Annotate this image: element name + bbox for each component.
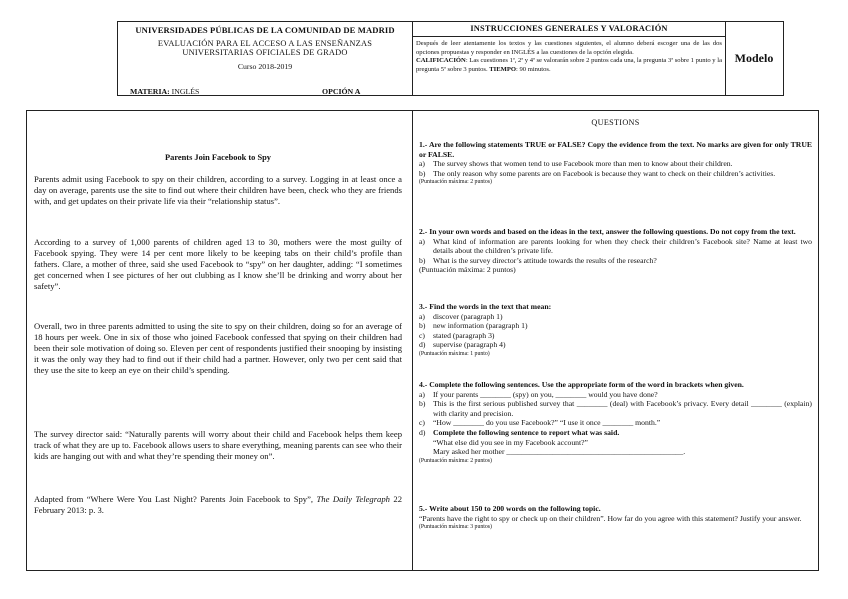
item-letter: a) [419,159,425,169]
item-text: This is the first serious published survey that ________ (deal) with Facebook’s privacy. Every detail ________ (explain) with clarity and precision. [433,399,812,418]
question-3-score: (Puntuación máxima: 1 punto) [419,350,490,357]
question-1-score: (Puntuación máxima: 2 puntos) [419,179,492,186]
question-4-answer-line: Mary asked her mother ______________________________________________. [433,447,686,457]
question-4 [419,380,812,465]
item-letter: a) [419,236,425,246]
item-letter: a) [419,311,425,321]
question-3-item-b [419,321,812,331]
question-2-item-a [419,237,812,256]
option-label: OPCIÓN A [322,87,361,96]
source-pre: Adapted from “Where Were You Last Night? Parents Join Facebook to Spy”, [34,494,317,504]
column-divider [412,111,413,570]
question-4-item-d [419,428,812,438]
question-4-item-a [419,390,812,400]
article-paragraph-3: Overall, two in three parents admitted to using the site to spy on their children, doing so for an average of 18 hours per week. One in six of those who joined Facebook confessed that spying on their children had been their sole motivation of doing so. Eleven per cent of respondents justified their snooping by insisting it was the only way they had to find out if their child had a partner. However, only two per cent said that they use the site to keep an eye on their child’s spending. [34,321,402,376]
question-4-quote: “What else did you see in my Facebook account?” [433,437,588,447]
exam-info-box [117,21,413,96]
item-text: What is the survey director’s attitude towards the results of the research? [433,255,657,265]
item-letter: d) [419,340,426,350]
question-5-text: “Parents have the right to spy or check up on their children”. How far do you agree with this statement? Justify your answer. [419,513,802,523]
exam-body [26,110,819,571]
course-year: Curso 2018-2019 [237,62,293,71]
tiempo-text: : 90 minutos. [516,65,551,73]
question-3 [419,302,812,358]
subject-label: MATERIA: [130,87,170,96]
item-text: stated (paragraph 3) [433,330,495,340]
calificacion-text: : Las cuestiones 1ª, 2ª y 4ª se valorarán sobre 2 puntos cada una, la pregunta 3ª sobre 1 punto y la pregunta 5ª sobre 3 puntos. [416,57,722,73]
tiempo-label: TIEMPO [489,65,516,73]
question-3-item-c [419,331,812,341]
item-letter: c) [419,418,425,428]
item-letter: a) [419,389,425,399]
modelo-box [725,21,784,96]
question-4-score: (Puntuación máxima: 2 puntos) [419,457,492,464]
modelo-label: Modelo [734,51,774,65]
item-text: supervise (paragraph 4) [433,340,506,350]
question-3-item-a [419,312,812,322]
item-text: new information (paragraph 1) [433,321,528,331]
item-letter: b) [419,399,426,409]
item-text: “How ________ do you use Facebook?” “I use it once ________ month.” [433,418,661,428]
item-text: The survey shows that women tend to use Facebook more than men to know about their children. [433,159,733,169]
subject [130,87,199,96]
question-2-score: (Puntuación máxima: 2 puntos) [419,265,516,275]
article-paragraph-1: Parents admit using Facebook to spy on their children, according to a survey. Logging in at least once a day on average, parents use the site to find out where their children have been, check who they are friends with, and get updates on their private life via their “relationship status”. [34,174,402,207]
source-publication: The Daily Telegraph [316,494,390,504]
degree-title: UNIVERSITARIAS OFICIALES DE GRADO [182,48,348,57]
item-text: Complete the following sentence to report what was said. [433,427,620,437]
question-2-item-b [419,256,812,266]
item-text: discover (paragraph 1) [433,311,503,321]
article-source [34,494,402,516]
question-4-item-b [419,399,812,418]
article-paragraph-2: According to a survey of 1,000 parents of children aged 13 to 30, mothers were the most guilty of Facebook spying. They were 14 per cent more likely to be keeping tabs on their child’s profile than fathers. Clare, a mother of three, said she used Facebook to “spy” on her daughter, adding: “I sometimes get concerned when I see pictures of her out clubbing as I know she’ll be drinking and worry about her safety”. [34,237,402,292]
item-letter: d) [419,427,426,437]
calificacion-label: CALIFICACIÓN [416,57,466,64]
question-5 [419,504,812,531]
question-3-title: 3.- Find the words in the text that mean: [419,302,552,311]
instructions-body [413,37,725,74]
item-text: The only reason why some parents are on Facebook is because they want to check on their children’s activities. [433,168,776,178]
question-3-item-d [419,340,812,350]
question-5-score: (Puntuación máxima: 3 puntos) [419,524,492,531]
item-letter: c) [419,330,425,340]
university-name: UNIVERSIDADES PÚBLICAS DE LA COMUNIDAD DE MADRID [135,25,395,35]
question-1-item-a [419,159,812,169]
question-2-title: 2.- In your own words and based on the ideas in the text, answer the following questions. Do not copy from the text. [419,227,796,236]
source-post: 22 February 2013: p. 3. [34,494,402,516]
question-4-item-c [419,418,812,428]
subject-value: INGLÉS [171,87,200,96]
exam-header [117,21,784,97]
item-letter: b) [419,321,426,331]
evaluation-title: EVALUACIÓN PARA EL ACCESO A LAS ENSEÑANZAS [157,39,373,48]
question-5-title: 5.- Write about 150 to 200 words on the following topic. [419,504,601,513]
instructions-box [413,21,726,96]
question-1-item-b [419,169,812,179]
question-1-title: 1.- Are the following statements TRUE or FALSE? Copy the evidence from the text. No marks are given for only TRUE or FALSE. [419,140,812,159]
question-1 [419,140,812,186]
question-4-title: 4.- Complete the following sentences. Use the appropriate form of the word in brackets when given. [419,380,744,389]
article-title: Parents Join Facebook to Spy [165,153,271,162]
item-text: If your parents ________ (spy) on you, ________ would you have done? [433,389,658,399]
item-letter: b) [419,255,426,265]
article-paragraph-4: The survey director said: “Naturally parents will worry about their child and Facebook helps them keep track of what they are up to. Facebook allows users to share everything, meaning parents can see who their kids are hanging out with and what they’re spending their money on”. [34,429,402,462]
instructions-text: Después de leer atentamente los textos y las cuestiones siguientes, el alumno deberá escoger una de las dos opciones propuestas y responder en INGLÉS a las cuestiones de la opción elegida. [416,40,722,56]
item-letter: b) [419,168,426,178]
questions-header: QUESTIONS [591,118,640,127]
item-text: What kind of information are parents looking for when they check their children’s Facebook site? Name at least two details about the children’s private life. [433,236,812,256]
instructions-title: INSTRUCCIONES GENERALES Y VALORACIÓN [413,22,725,37]
question-2 [419,227,812,275]
